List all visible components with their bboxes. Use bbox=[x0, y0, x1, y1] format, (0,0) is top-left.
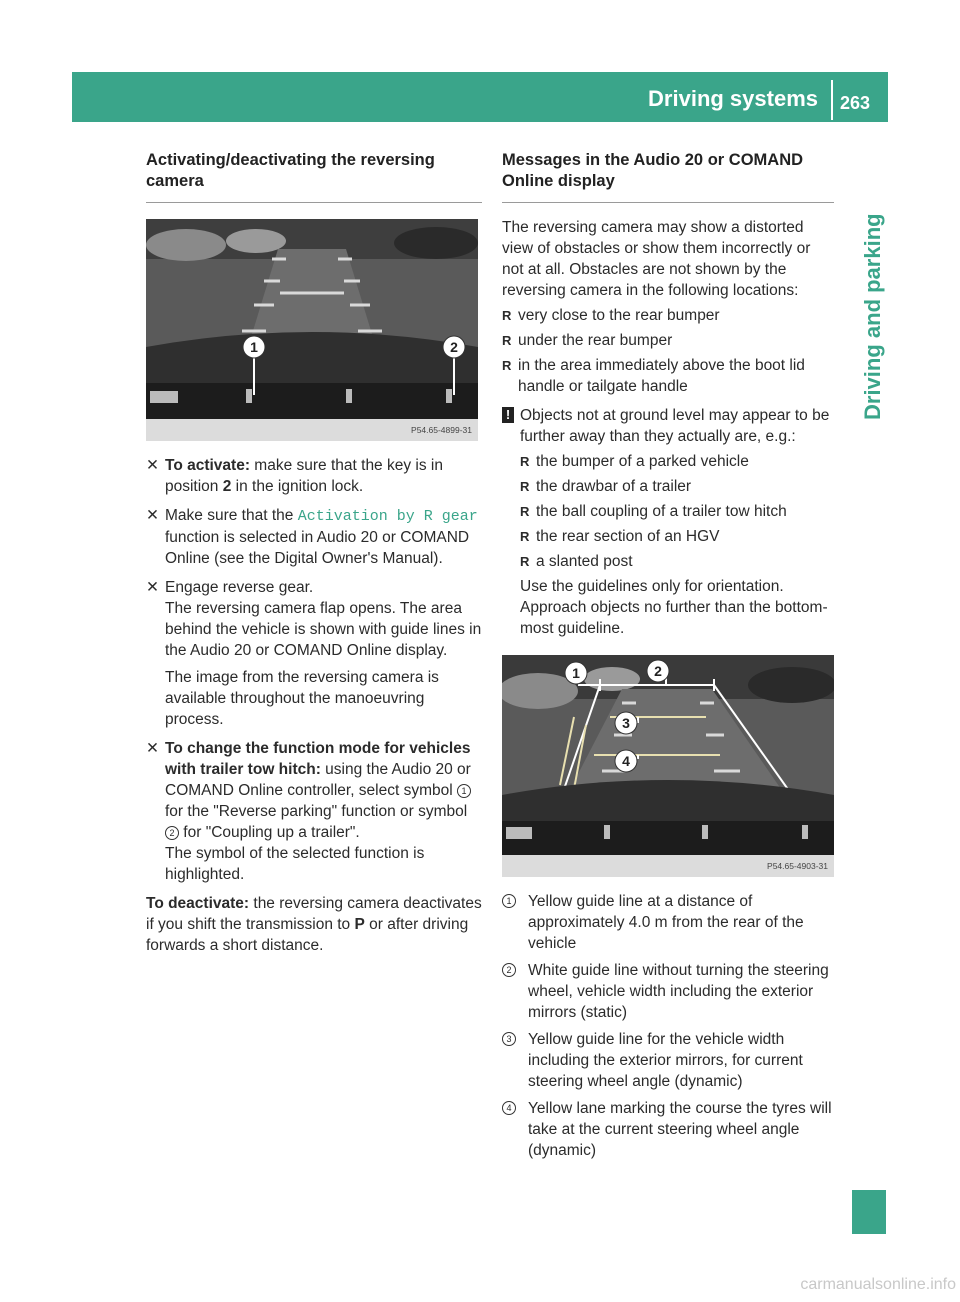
photo-code: P54.65-4899-31 bbox=[411, 425, 472, 435]
callout-2 bbox=[647, 660, 669, 682]
callout-4 bbox=[615, 750, 637, 772]
list-item: R the ball coupling of a trailer tow hitch bbox=[520, 503, 787, 520]
list-item: R the rear section of an HGV bbox=[520, 528, 720, 545]
list-item: R a slanted post bbox=[520, 553, 633, 570]
right-column bbox=[502, 150, 834, 1167]
deactivate-paragraph: To deactivate: the reversing camera deactivates if you shift the transmission to P or after driving forwards a short distance. bbox=[146, 895, 482, 954]
side-tab-label: Driving and parking bbox=[860, 213, 885, 420]
svg-text:4: 4 bbox=[622, 753, 630, 769]
legend-item-2: 2 White guide line without turning the steering wheel, vehicle width including the exterior mirrors (static) bbox=[502, 960, 834, 1023]
right-heading: Messages in the Audio 20 or COMAND Online display bbox=[502, 150, 834, 203]
intro-paragraph: The reversing camera may show a distorted view of obstacles or show them incorrectly or not at all. Obstacles are not shown by the reversing camera in the following locations: bbox=[502, 219, 811, 299]
callout-2 bbox=[443, 336, 465, 358]
page-number: 263 bbox=[840, 93, 871, 113]
section-title: Driving systems bbox=[648, 86, 818, 111]
warning-note: ! Objects not at ground level may appear to be further away than they actually are, e.g.: bbox=[502, 405, 834, 447]
reversing-camera-photo-1 bbox=[146, 219, 478, 441]
watermark: carmanualsonline.info bbox=[800, 1276, 956, 1293]
legend-item-1: 1 Yellow guide line at a distance of approximately 4.0 m from the rear of the vehicle bbox=[502, 891, 834, 954]
left-heading: Activating/deactivating the reversing camera bbox=[146, 150, 482, 203]
symbol-1: 1 bbox=[457, 784, 471, 798]
callout-3 bbox=[615, 712, 637, 734]
list-item: R in the area immediately above the boot lid handle or tailgate handle bbox=[502, 357, 805, 395]
callout-1 bbox=[565, 662, 587, 684]
callout-1 bbox=[243, 336, 265, 358]
step-marker: ✕ bbox=[146, 457, 159, 474]
side-marker bbox=[852, 1190, 886, 1234]
function-name: Activation by R gear bbox=[297, 508, 478, 525]
list-item: R the bumper of a parked vehicle bbox=[520, 453, 749, 470]
step-marker: ✕ bbox=[146, 507, 159, 524]
legend-item-4: 4 Yellow lane marking the course the tyres will take at the current steering wheel angle (dynamic) bbox=[502, 1098, 834, 1161]
symbol-2: 2 bbox=[165, 826, 179, 840]
guideline-note: Use the guidelines only for orientation. Approach objects no further than the bottom-most guideline. bbox=[520, 578, 828, 637]
svg-text:2: 2 bbox=[654, 663, 662, 679]
list-item: R the drawbar of a trailer bbox=[520, 478, 692, 495]
step-engage-reverse: ✕ Engage reverse gear. The reversing camera flap opens. The area behind the vehicle is shown with guide lines in the Audio 20 or COMAND Online display. The image from the reversing camera is available throughout the manoeuvring process. bbox=[146, 579, 482, 728]
legend-item-3: 3 Yellow guide line for the vehicle width including the exterior mirrors, for current steering wheel angle (dynamic) bbox=[502, 1029, 834, 1092]
svg-text:3: 3 bbox=[622, 715, 630, 731]
photo-code: P54.65-4903-31 bbox=[767, 861, 828, 871]
svg-text:2: 2 bbox=[450, 339, 458, 355]
warning-icon: ! bbox=[502, 407, 514, 423]
left-column bbox=[146, 150, 482, 956]
header-separator bbox=[831, 80, 833, 120]
step-marker: ✕ bbox=[146, 579, 159, 596]
reversing-camera-photo-2 bbox=[502, 655, 834, 877]
svg-text:1: 1 bbox=[572, 665, 580, 681]
step-activation-function: ✕ Make sure that the Activation by R gear function is selected in Audio 20 or COMAND Online (see the Digital Owner's Manual). bbox=[146, 507, 478, 567]
svg-text:1: 1 bbox=[250, 339, 258, 355]
step-activate: ✕ To activate: make sure that the key is in position 2 in the ignition lock. bbox=[146, 457, 443, 495]
list-item: R under the rear bumper bbox=[502, 332, 673, 349]
step-marker: ✕ bbox=[146, 740, 159, 757]
list-item: R very close to the rear bumper bbox=[502, 307, 720, 324]
step-change-mode: ✕ To change the function mode for vehicles with trailer tow hitch: using the Audio 20 or COMAND Online controller, select symbol 1 for the "Reverse parking" function or symbol 2 for "Coupling up a trailer". The symbol of the selected function is highlighted. bbox=[146, 740, 471, 883]
